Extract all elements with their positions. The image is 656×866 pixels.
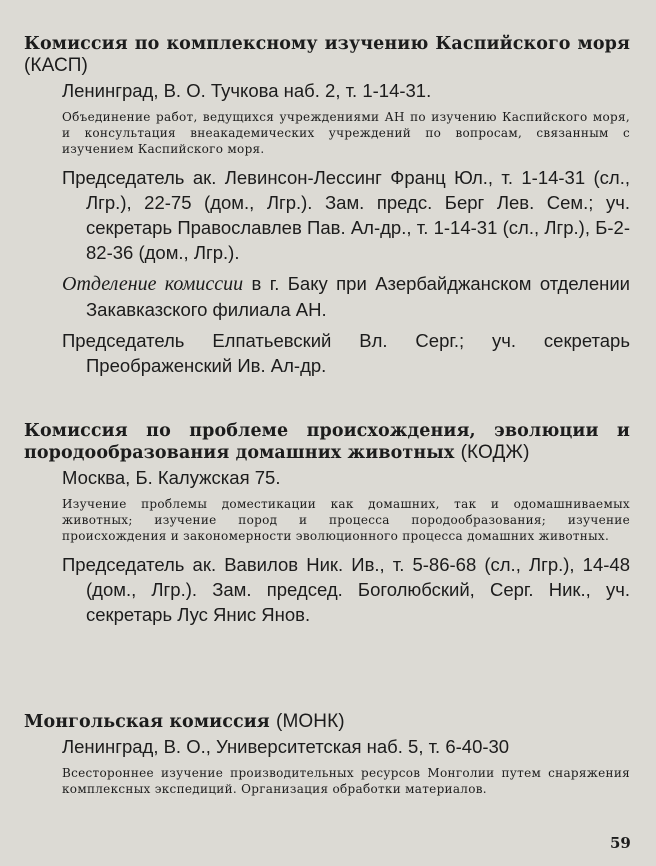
entry-address: Ленинград, В. О. Тучкова наб. 2, т. 1-14-31. [62,80,432,101]
page-number: 59 [610,834,631,852]
entry-description: Объединение работ, ведущихся учреждениями АН по изучению Каспийского моря, и консультация внеакадемических учреждений по вопросам, связанным с изучением Каспийского моря. [62,110,630,156]
entry-branch-officers: Председатель Елпатьевский Вл. Серг.; уч. секретарь Преображенский Ив. Ал-др. [62,330,630,376]
entry-abbreviation: (КАСП) [24,55,88,76]
entry-description: Изучение проблемы доместикации как домашних, так и одомашниваемых животных; изучение пород и процесса породообразования; изучение происхождения и закономерности эволюционного процесса домашних животных. [62,497,630,543]
entry-abbreviation: (КОДЖ) [460,442,530,463]
entry-abbreviation: (МОНК) [276,711,345,732]
entry-title: Комиссия по проблеме происхождения, эволюции и породообразования домашних животных (КОДЖ) [24,421,630,463]
branch-label: Отделение комиссии [62,273,244,295]
entry-address: Москва, Б. Калужская 75. [62,467,281,488]
entry-address: Ленинград, В. О., Университетская наб. 5, т. 6-40-30 [62,736,510,757]
entry-kodzh [24,421,630,633]
entry-kasp [24,34,630,384]
entry-monk [24,711,630,805]
entry-title: Монгольская комиссия (МОНК) [24,711,345,732]
entry-description: Всестороннее изучение производительных ресурсов Монголии путем снаряжения комплексных экспедиций. Организация обработки материалов. [62,766,630,796]
entry-branch: Отделение комиссии в г. Баку при Азербайджанском отделении Закавказского филиала АН. [62,273,630,320]
entry-officers: Председатель ак. Левинсон-Лессинг Франц Юл., т. 1-14-31 (сл., Лгр.), 22-75 (дом., Лгр.). Зам. предс. Берг Лев. Сем.; уч. секретарь Православлев Пав. Ал-др., т. 1-14-31 (сл., Лгр.), Б-2-82-36 (дом., Лгр.). [62,167,630,263]
entry-title: Комиссия по комплексному изучению Каспийского моря (КАСП) [24,34,630,76]
entry-officers: Председатель ак. Вавилов Ник. Ив., т. 5-86-68 (сл., Лгр.), 14-48 (дом., Лгр.). Зам. председ. Боголюбский, Серг. Ник., уч. секретарь Лус Янис Янов. [62,554,630,625]
